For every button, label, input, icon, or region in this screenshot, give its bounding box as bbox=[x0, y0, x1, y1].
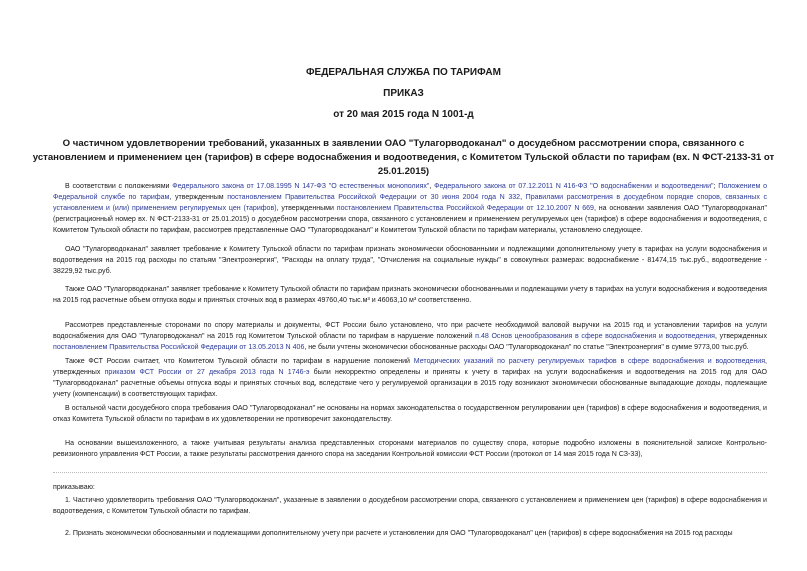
text-run: В соответствии с положениями bbox=[65, 183, 173, 190]
paragraph-legal-basis bbox=[53, 181, 767, 236]
text-run: были некорректно определены и приняты к учету в тарифах на услуги водоснабжения и водоотведения на 2015 год для ОАО "Тулагорводоканал" расчетные объемы отпуска воды и принятых сточных вод, вследствие чего у регулируемой организации в 2015 году возникают экономически обоснованные выпадающие доходы, подлежащие учету (компенсации) в соответствующих тарифах. bbox=[53, 369, 767, 398]
order-item-2: 2. Признать экономически обоснованными и подлежащими дополнительному учету при расчете и установлении для ОАО "Тулагорводоканал" цен (тарифов) в сфере водоснабжения на 2015 год расходы bbox=[65, 530, 733, 537]
document-type: ПРИКАЗ bbox=[383, 88, 424, 99]
law-link-147fz[interactable]: Федерального закона от 17.08.1995 N 147-ФЗ "О естественных монополиях" bbox=[172, 183, 430, 190]
paragraph-findings-volumes bbox=[53, 356, 767, 400]
pricing-basics-link[interactable]: п.48 Основ ценообразования в сфере водоснабжения и водоотведения bbox=[475, 333, 715, 340]
text-run: ; bbox=[713, 183, 719, 190]
paragraph-claim-costs: ОАО "Тулагорводоканал" заявляет требование к Комитету Тульской области по тарифам признать экономически обоснованными и подлежащими дополнительному учету в тарифах на услуги водоснабжения и водоотведения на 2015 год расходы по статьям "Электроэнергия", "Расходы на оплату труда", "Отчисления на социальные нужды" в совокупных размерах: водоснабжение - 81474,15 тыс.руб., водоотведение - 38229,92 тыс.руб. bbox=[53, 246, 767, 275]
paragraph-findings-electricity bbox=[53, 320, 767, 353]
text-run: Рассмотрев представленные сторонами по спору материалы и документы, ФСТ России было установлено, что при расчете необходимой валовой выручки на 2015 год и установлении тарифов на услуги водоснабжения для ОАО "Тулагорводоканал" на 2015 год Комитетом Тульской области по тарифам в нарушение положений bbox=[53, 322, 767, 340]
order-link-1746e[interactable]: приказом ФСТ России от 27 декабря 2013 года N 1746-э bbox=[104, 369, 310, 376]
rules-link-disputes[interactable]: Правилами рассмотрения в досудебном порядке споров, связанных с установлением и (или) применением регулируемых цен (тарифов) bbox=[53, 194, 767, 212]
text-run: , на основании заявления ОАО "Тулагорводоканал" (регистрационный номер вх. N ФСТ-2133-31 от 25.01.2015) о досудебном рассмотрении спора, связанного с установлением и применением регулируемых цен (тарифов) в сфере водоснабжения и водоотведения, с Комитетом Тульской области по тарифам, рассмотрев представленные ОАО "Тулагорводоканал" и Комитетом Тульской области по тарифам материалы, установлено следующее. bbox=[53, 205, 768, 234]
order-item-1: 1. Частично удовлетворить требования ОАО "Тулагорводоканал", указанные в заявлении о досудебном рассмотрении спора, связанного с установлением и применением цен (тарифов) в сфере водоснабжения и водоотведения, с Комитетом Тульской области по тарифам. bbox=[53, 497, 767, 515]
agency-name: ФЕДЕРАЛЬНАЯ СЛУЖБА ПО ТАРИФАМ bbox=[306, 67, 501, 78]
law-link-416fz[interactable]: Федерального закона от 07.12.2011 N 416-ФЗ "О водоснабжении и водоотведении" bbox=[434, 183, 714, 190]
section-divider bbox=[53, 472, 767, 473]
decree-link-669[interactable]: постановлением Правительства Российской Федерации от 12.10.2007 N 669 bbox=[336, 205, 594, 212]
document-title: О частичном удовлетворении требований, указанных в заявлении ОАО "Тулагорводоканал" о досудебном рассмотрении спора, связанного с установлением и применением цен (тарифов) в сфере водоснабжения и водоотведения, с Комитетом Тульской области по тарифам (вх. N ФСТ-2133-31 от 25.01.2015) bbox=[32, 138, 775, 177]
decree-link-332[interactable]: постановлением Правительства Российской Федерации от 30 июня 2004 года N 332 bbox=[227, 194, 521, 201]
text-run: , не были учтены экономически обоснованные расходы ОАО "Тулагорводоканал" по статье "Электроэнергия" в сумме 9773,00 тыс.руб. bbox=[304, 344, 749, 351]
regulation-link-fst[interactable]: Положением о Федеральной службе по тарифам bbox=[53, 183, 768, 201]
methodical-guidelines-link[interactable]: Методических указаний по расчету регулируемых тарифов в сфере водоснабжения и водоотведения bbox=[413, 358, 766, 365]
document-date: от 20 мая 2015 года N 1001-д bbox=[333, 109, 474, 120]
order-keyword: приказываю: bbox=[53, 484, 95, 491]
paragraph-other-claims: В остальной части досудебного спора требования ОАО "Тулагорводоканал" не основаны на нормах законодательства о государственном регулировании цен (тарифов) в сфере водоснабжения и водоотведения, и отказ Комитета Тульской области по тарифам в их удовлетворении не противоречит законодательству. bbox=[53, 405, 767, 423]
text-run: , bbox=[429, 183, 435, 190]
paragraph-conclusion-basis: На основании вышеизложенного, а также учитывая результаты анализа представленных сторонами материалов по существу спора, которые подробно изложены в пояснительной записке Контрольно-ревизионного управления ФСТ России, а также результаты рассмотрения данного спора на заседании Контрольной комиссии ФСТ России (протокол от 14 мая 2015 года N СЗ-33), bbox=[53, 440, 767, 458]
text-run: , утвержденными bbox=[276, 205, 337, 212]
text-run: , утвержденных bbox=[715, 333, 767, 340]
text-run: , утвержденным bbox=[169, 194, 228, 201]
text-run: , bbox=[520, 194, 526, 201]
text-run: Также ФСТ России считает, что Комитетом Тульской области по тарифам в нарушение положений bbox=[65, 358, 414, 365]
paragraph-claim-volumes: Также ОАО "Тулагорводоканал" заявляет требование к Комитету Тульской области по тарифам признать экономически обоснованными и подлежащими учету в тарифах на услуги водоснабжения и водоотведения на 2015 год расчетные объем отпуска воды и принятых сточных вод в размерах 49760,40 тыс.м³ и 46063,10 м³ соответственно. bbox=[53, 286, 767, 304]
text-run: , утвержденных bbox=[53, 358, 767, 376]
decree-link-406[interactable]: постановлением Правительства Российской Федерации от 13.05.2013 N 406 bbox=[53, 344, 305, 351]
